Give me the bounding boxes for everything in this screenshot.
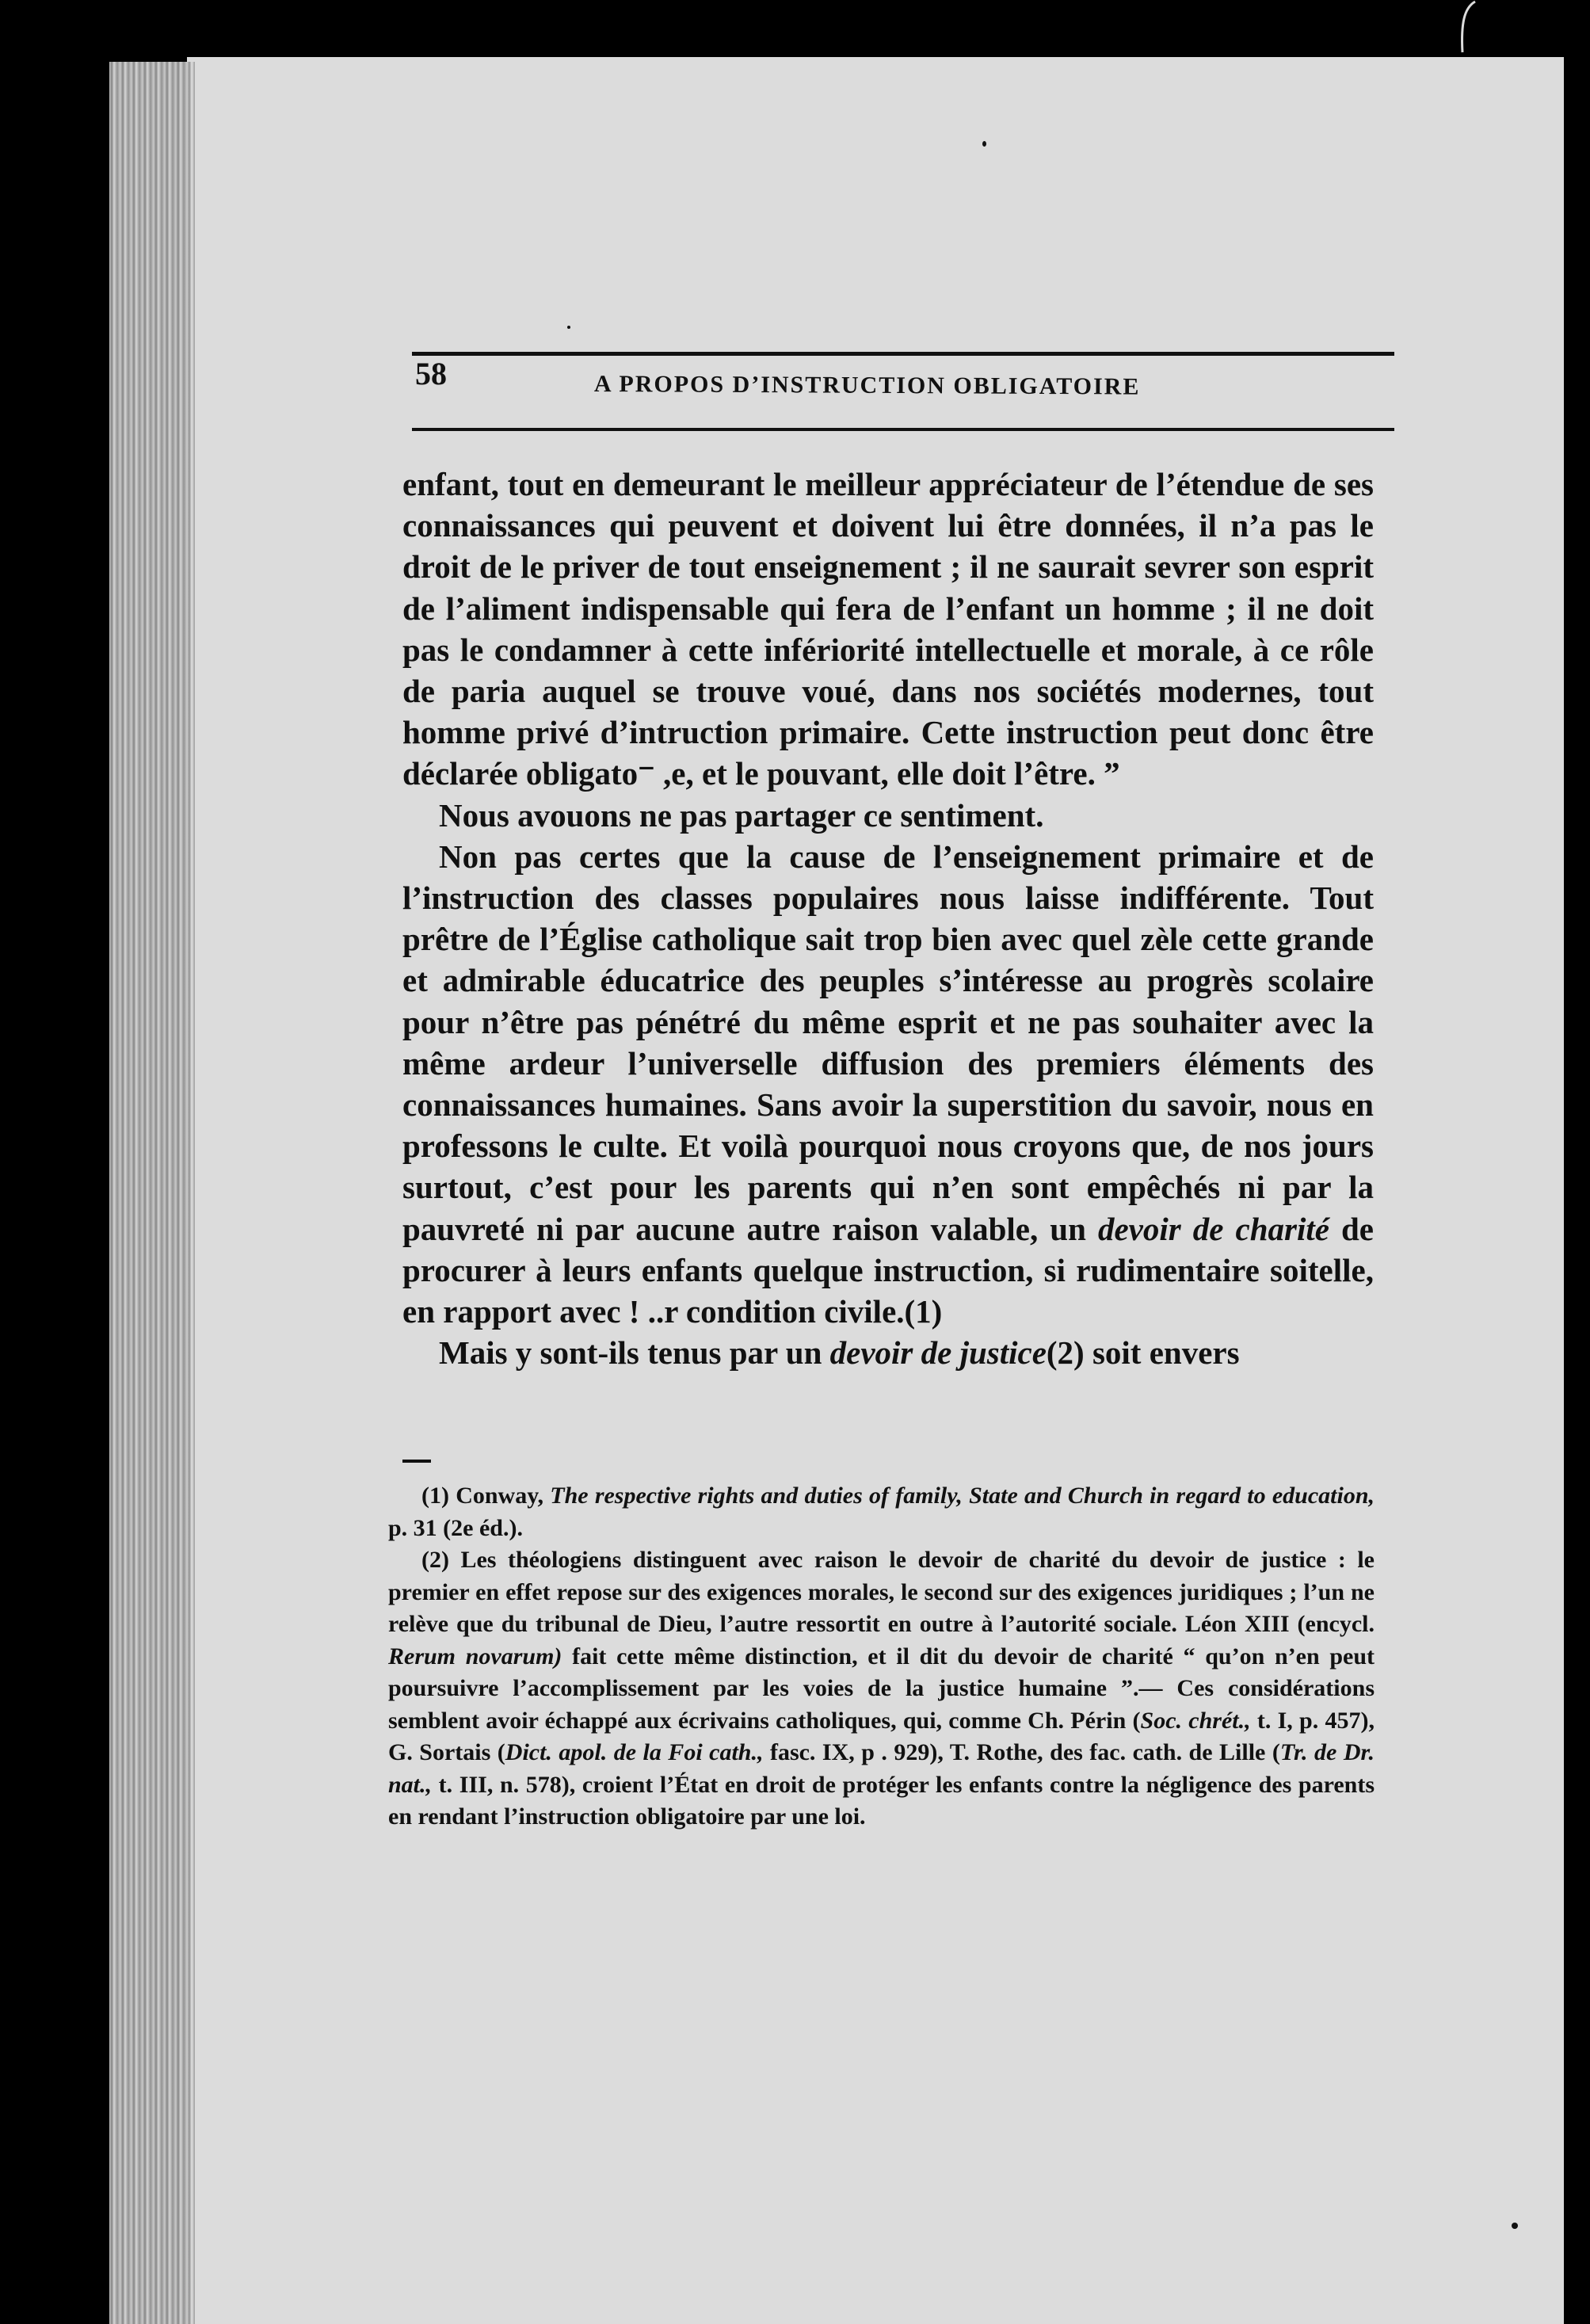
- paragraph-2: Nous avouons ne pas partager ce sentiment.: [439, 796, 1044, 834]
- paragraph-3-part-a: Non pas certes que la cause de l’enseignement primaire et de l’instruction des classes populaires nous laisse indifférente. Tout prêtre de l’Église catholique sait trop bien avec quel zèle cette grande et admirable éducatrice des peuples s’intéresse au progrès scolaire pour n’être pas pénétré du même esprit et ne pas souhaiter avec la même ardeur l’universelle diffusion des premiers éléments des connaissances humaines. Sans avoir la superstition du savoir, nous en professons le culte. Et voilà pourquoi nous croyons que, de nos jours surtout, c’est pour les parents qui n’en sont empêchés ni par la pauvreté ni par aucune autre raison valable, un: [402, 838, 1374, 1247]
- footnote-2-part-a: (2) Les théologiens distinguent avec raison le devoir de charité du devoir de justice : le premier en effet repose sur des exigences morales, le second sur des exigences juridiques ; l’un ne relève que du tribunal de Dieu, l’autre ressortit en outre à l’autorité sociale. Léon XIII (encycl.: [388, 1547, 1375, 1637]
- footnote-2-part-e: t. III, n. 578), croient l’État en droit de protéger les enfants contre la négligence des parents en rendant l’instruction obligatoire par une loi.: [388, 1771, 1375, 1830]
- footnotes: [388, 1480, 1375, 1834]
- footnote-1-page: p. 31 (2e éd.).: [388, 1514, 523, 1541]
- footnote-2-dict-apol: Dict. apol. de la Foi cath.,: [505, 1739, 764, 1765]
- paragraph-1: enfant, tout en demeurant le meilleur appréciateur de l’étendue de ses connaissances qui peuvent et doivent lui être données, il n’a pas le droit de le priver de tout enseignement ; il ne saurait sevrer son esprit de l’aliment indispensable qui fera de l’enfant un homme ; il ne doit pas le condamner à cette infériorité intellectuelle et morale, à ce rôle de paria auquel se trouve voué, dans nos sociétés modernes, tout homme privé d’intruction primaire. Cette instruction peut donc être déclarée obligato⁻ ,e, et le pouvant, elle doit l’être. ”: [402, 466, 1374, 792]
- footnote-2-rerum-novarum: Rerum novarum): [388, 1643, 562, 1670]
- scan-speck: [567, 326, 570, 329]
- emphasis-devoir-de-justice: devoir de justice: [829, 1334, 1047, 1372]
- footnote-separator: [402, 1460, 431, 1463]
- running-head: A PROPOS D’INSTRUCTION OBLIGATOIRE: [593, 371, 1141, 400]
- footnote-1-title: The respective rights and duties of family, State and Church in regard to education,: [550, 1483, 1375, 1509]
- footnote-2-tr-dr-nat: Tr. de Dr. nat.,: [388, 1739, 1375, 1798]
- paragraph-4-part-a: Mais y sont-ils tenus par un: [439, 1334, 822, 1372]
- paragraph-3-part-b: de procurer à leurs enfants quelque instruction, si rudimentaire soitelle, en rapport avec ! ..r condition civile.(1): [402, 1210, 1374, 1330]
- emphasis-devoir-de-charite: devoir de charité: [1097, 1210, 1329, 1247]
- footnote-2-part-c: t. I, p. 457), G. Sortais (: [388, 1707, 1375, 1765]
- footnote-1-author: (1) Conway,: [421, 1483, 544, 1509]
- header-rule-bottom: [412, 428, 1394, 431]
- page-number: 58: [415, 356, 447, 391]
- header-rule-top: [412, 352, 1394, 356]
- book-binding-edge: [109, 62, 195, 2324]
- body-text: [402, 464, 1374, 1373]
- footnote-2: [388, 1544, 1375, 1834]
- scan-speck: [1512, 2223, 1518, 2229]
- footnote-2-part-b: fait cette même distinction, et il dit du devoir de charité “ qu’on n’en peut poursuivre l’accomplissement par les voies de la justice humaine ”.— Ces considérations semblent avoir échappé aux écrivains catholiques, qui, comme Ch. Périn (: [388, 1643, 1375, 1734]
- footnote-2-part-d: fasc. IX, p . 929), T. Rothe, des fac. cath. de Lille (: [769, 1739, 1280, 1765]
- footnote-2-soc-chret: Soc. chrét.,: [1140, 1707, 1251, 1734]
- corner-mark-icon: [1456, 0, 1478, 55]
- footnote-1: [388, 1480, 1375, 1544]
- scan-speck: [982, 141, 986, 147]
- paragraph-4-part-b: (2) soit envers: [1046, 1334, 1240, 1372]
- paragraph-4: [402, 1332, 1374, 1373]
- paragraph-3: [402, 836, 1374, 1332]
